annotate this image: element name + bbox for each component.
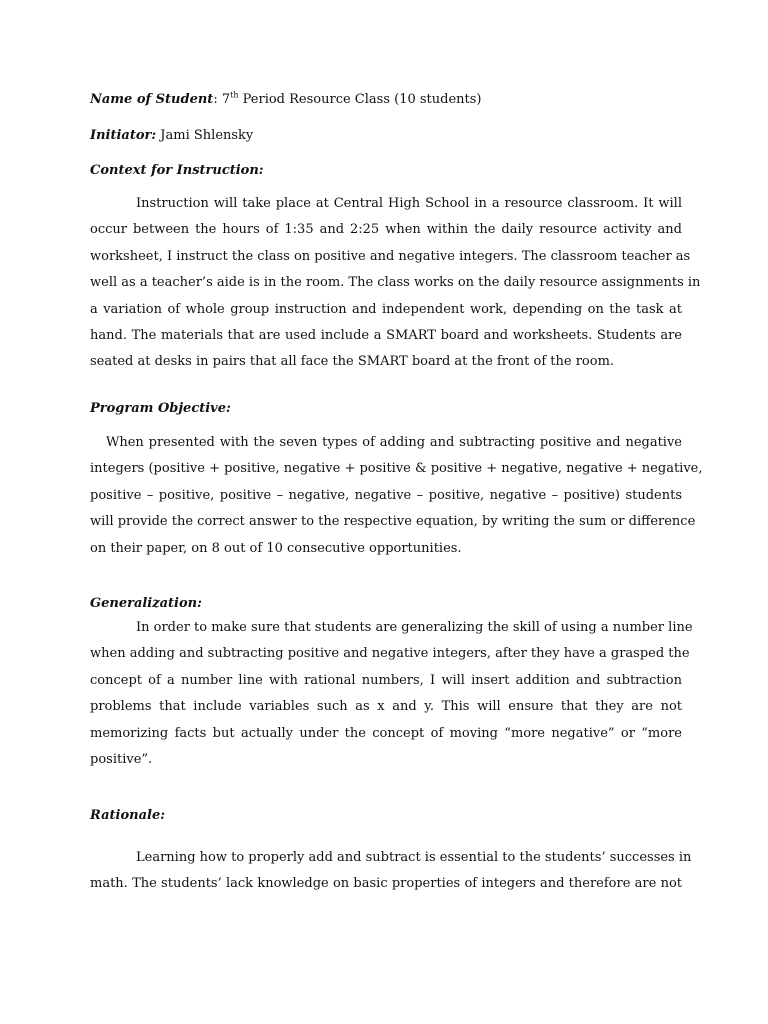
context-line: worksheet, I instruct the class on positive and negative integers. The classroom teacher as: [90, 248, 691, 264]
generalization-paragraph: [90, 615, 693, 773]
student-value-sup: th: [230, 90, 239, 100]
rationale-line: math. The students’ lack knowledge on basic properties of integers and therefore are not: [90, 876, 682, 892]
context-paragraph: [90, 191, 701, 376]
context-line: a variation of whole group instruction and independent work, depending on the task at: [90, 301, 682, 317]
generalization-line: In order to make sure that students are generalizing the skill of using a number line: [136, 620, 693, 635]
rationale-paragraph: [90, 845, 692, 898]
rationale-heading: Rationale:: [90, 808, 166, 823]
objective-line: on their paper, on 8 out of 10 consecutive opportunities.: [90, 540, 462, 556]
context-line: hand. The materials that are used include a SMART board and worksheets. Students are: [90, 327, 682, 343]
context-line: Instruction will take place at Central High School in a resource classroom. It will: [136, 196, 682, 211]
objective-heading: Program Objective:: [90, 401, 231, 416]
objective-line: will provide the correct answer to the respective equation, by writing the sum or difference: [90, 514, 696, 530]
objective-line: positive – positive, positive – negative, negative – positive, negative – positive) students: [90, 487, 682, 503]
initiator-line: [90, 128, 253, 144]
student-value-rest: Period Resource Class (10 students): [238, 92, 482, 107]
objective-line: When presented with the seven types of adding and subtracting positive and negative: [106, 435, 682, 450]
context-line: seated at desks in pairs that all face the SMART board at the front of the room.: [90, 354, 615, 370]
initiator-value: Jami Shlensky: [156, 128, 254, 143]
student-line: [90, 92, 482, 108]
generalization-heading: Generalization:: [90, 596, 202, 611]
student-value-num: 7: [221, 92, 231, 107]
student-label: Name of Student: [90, 92, 214, 107]
generalization-line: when adding and subtracting positive and negative integers, after they have a grasped the: [90, 646, 690, 662]
objective-paragraph: [90, 430, 703, 562]
initiator-label: Initiator:: [90, 128, 157, 143]
objective-line: integers (positive + positive, negative + positive & positive + negative, negative + negative,: [90, 461, 703, 477]
context-heading: Context for Instruction:: [90, 163, 264, 178]
generalization-line: concept of a number line with rational numbers, I will insert addition and subtraction: [90, 672, 682, 688]
student-colon: :: [213, 92, 222, 107]
generalization-line: positive”.: [90, 751, 153, 767]
context-line: occur between the hours of 1:35 and 2:25 when within the daily resource activity and: [90, 222, 682, 238]
generalization-line: memorizing facts but actually under the concept of moving “more negative” or “more: [90, 725, 682, 741]
context-line: well as a teacher’s aide is in the room. The class works on the daily resource assignments in: [90, 275, 701, 291]
generalization-line: problems that include variables such as x and y. This will ensure that they are not: [90, 699, 682, 715]
rationale-line: Learning how to properly add and subtract is essential to the students’ successes in: [136, 850, 692, 865]
